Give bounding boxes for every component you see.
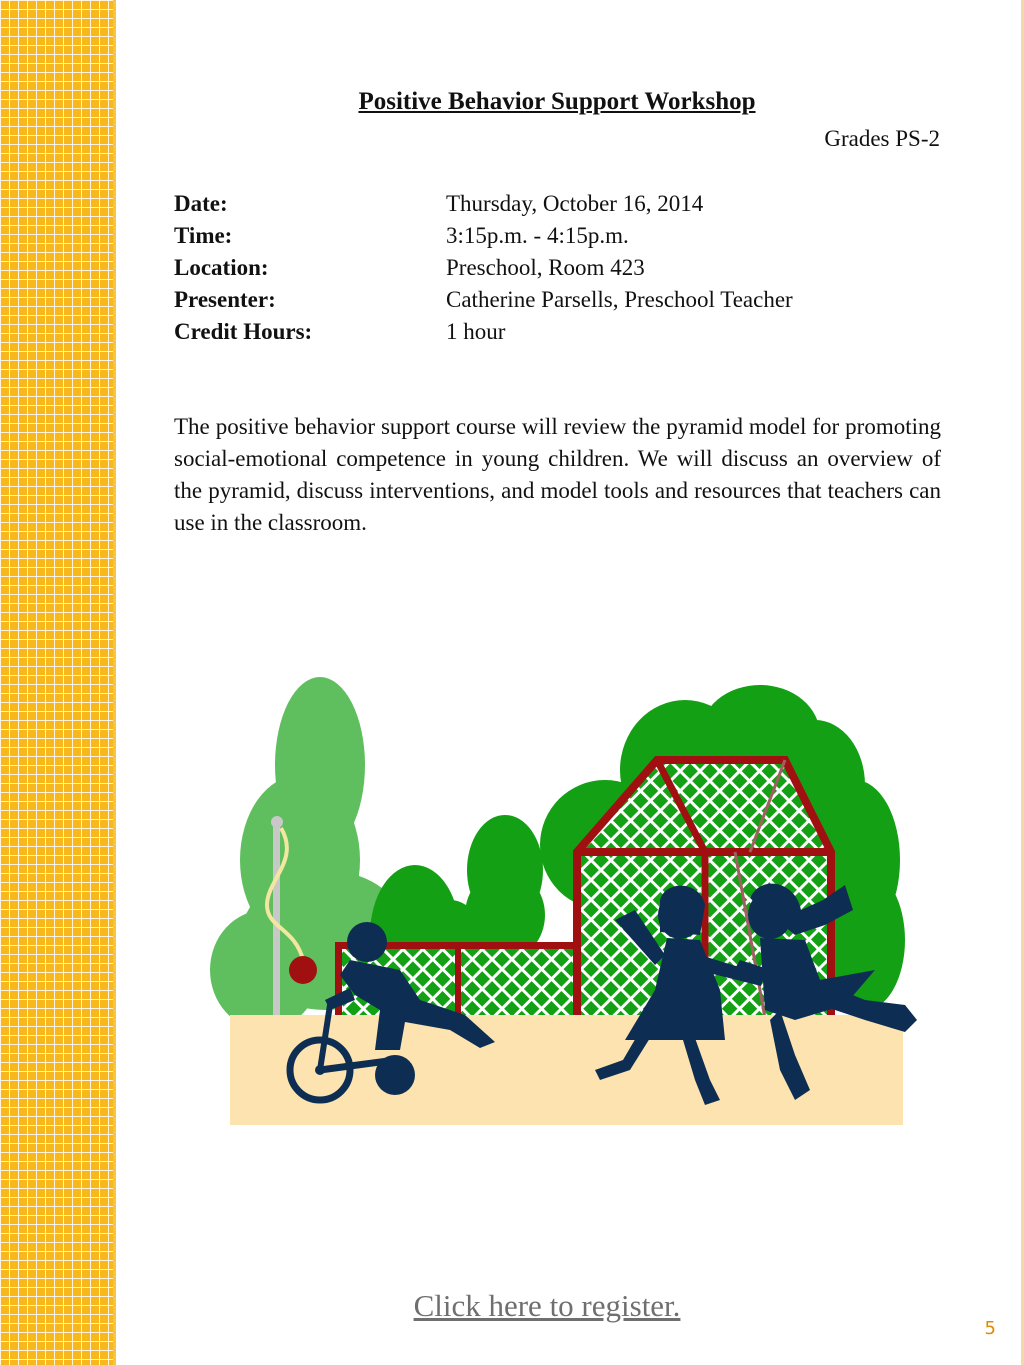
detail-row-time (174, 220, 793, 252)
detail-value: Thursday, October 16, 2014 (446, 191, 704, 216)
detail-row-credit-hours (174, 316, 793, 348)
page-number: 5 (984, 1318, 996, 1339)
side-stripe-edge (113, 0, 116, 1365)
detail-row-date (174, 188, 793, 220)
detail-label: Credit Hours: (174, 319, 313, 344)
detail-label: Presenter: (174, 287, 276, 312)
playground-illustration-icon (205, 670, 920, 1130)
detail-row-presenter (174, 284, 793, 316)
detail-value: Preschool, Room 423 (446, 255, 645, 280)
detail-row-location (174, 252, 793, 284)
workshop-description: The positive behavior support course will review the pyramid model for promoting social-emotional competence in young children. We will discuss an overview of the pyramid, discuss interventions, and model tools and resources that teachers can use in the classroom. (174, 414, 941, 535)
workshop-details (174, 188, 793, 348)
detail-label: Time: (174, 223, 233, 248)
register-link[interactable]: Click here to register. (413, 1288, 681, 1323)
detail-label: Date: (174, 191, 228, 216)
detail-value: 3:15p.m. - 4:15p.m. (446, 223, 629, 248)
decorative-side-stripe (0, 0, 113, 1365)
page-title: Positive Behavior Support Workshop (358, 88, 756, 115)
detail-value: 1 hour (446, 319, 506, 344)
detail-value: Catherine Parsells, Preschool Teacher (446, 287, 793, 312)
grades-label: Grades PS-2 (824, 126, 940, 151)
detail-label: Location: (174, 255, 269, 280)
